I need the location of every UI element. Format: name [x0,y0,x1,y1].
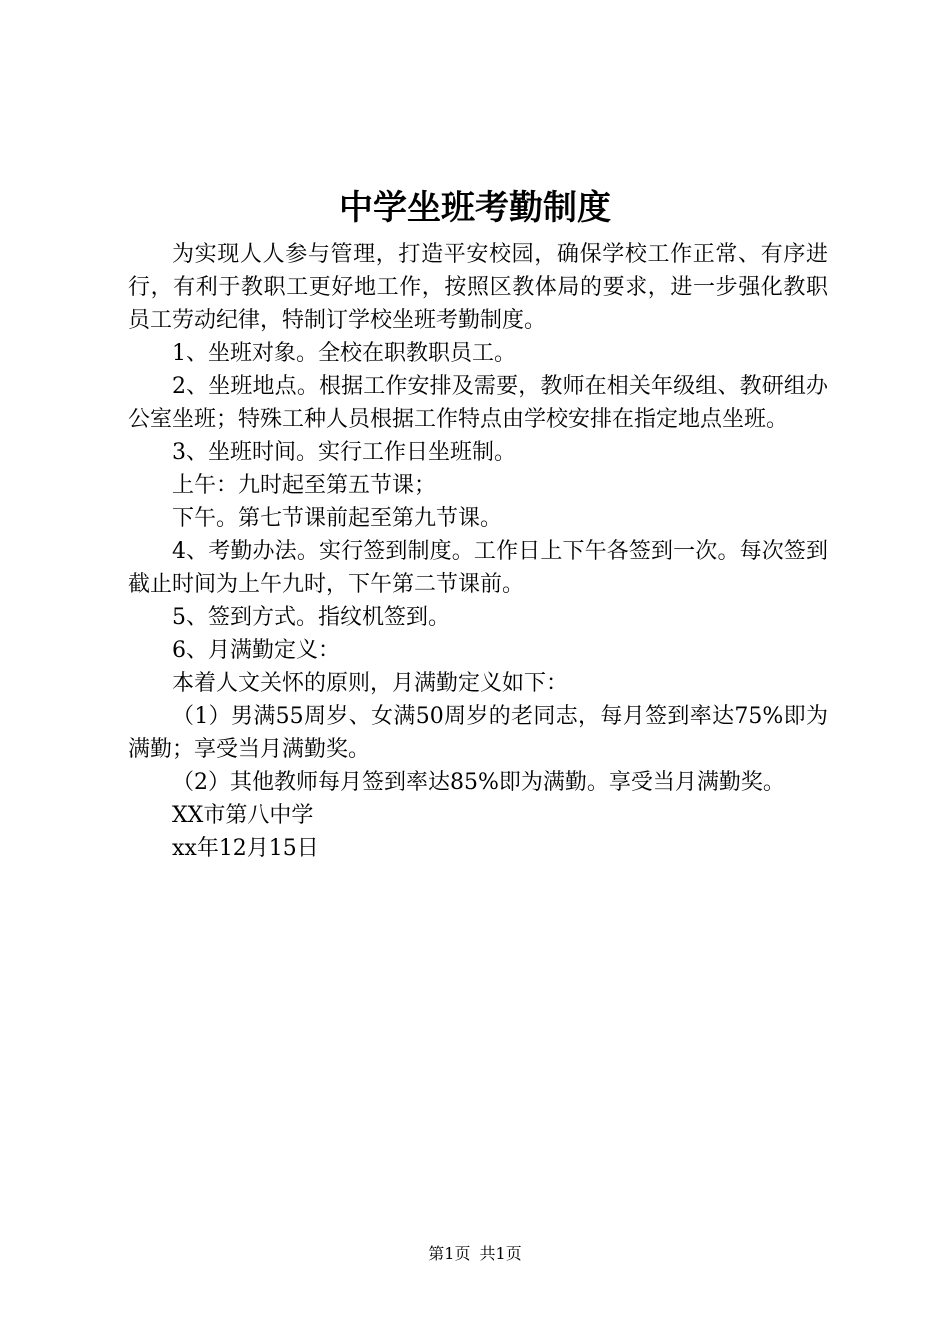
clause-2-location: 2、坐班地点。根据工作安排及需要，教师在相关年级组、教研组办公室坐班；特殊工种人员根据工作特点由学校安排在指定地点坐班。 [128,374,828,432]
clause-1-target: 1、坐班对象。全校在职教职员工。 [172,341,516,366]
clause-3-time: 3、坐班时间。实行工作日坐班制。 [172,440,516,465]
page-footer [0,1242,950,1266]
clause-5-signin: 5、签到方式。指纹机签到。 [172,605,450,630]
afternoon-schedule: 下午。第七节课前起至第九节课。 [172,506,503,531]
definition-item-1: （1）男满55周岁、女满50周岁的老同志，每月签到率达75%即为满勤；享受当月满勤奖。 [128,704,828,762]
clause-4-method: 4、考勤办法。实行签到制度。工作日上下午各签到一次。每次签到截止时间为上午九时，下午第二节课前。 [128,539,828,597]
document-body [128,238,828,865]
page-number: 第1页 [428,1244,471,1263]
signature-date: xx年12月15日 [172,836,319,861]
signature-organization: XX市第八中学 [172,803,314,828]
morning-schedule: 上午：九时起至第五节课； [172,473,437,498]
page-total: 共1页 [479,1244,522,1263]
document-title: 中学坐班考勤制度 [339,188,611,228]
definition-intro: 本着人文关怀的原则，月满勤定义如下： [172,671,569,696]
intro-paragraph: 为实现人人参与管理，打造平安校园，确保学校工作正常、有序进行，有利于教职工更好地工作，按照区教体局的要求，进一步强化教职员工劳动纪律，特制订学校坐班考勤制度。 [128,242,828,333]
clause-6-definition: 6、月满勤定义： [172,638,340,663]
definition-item-2: （2）其他教师每月签到率达85%即为满勤。享受当月满勤奖。 [172,770,785,795]
